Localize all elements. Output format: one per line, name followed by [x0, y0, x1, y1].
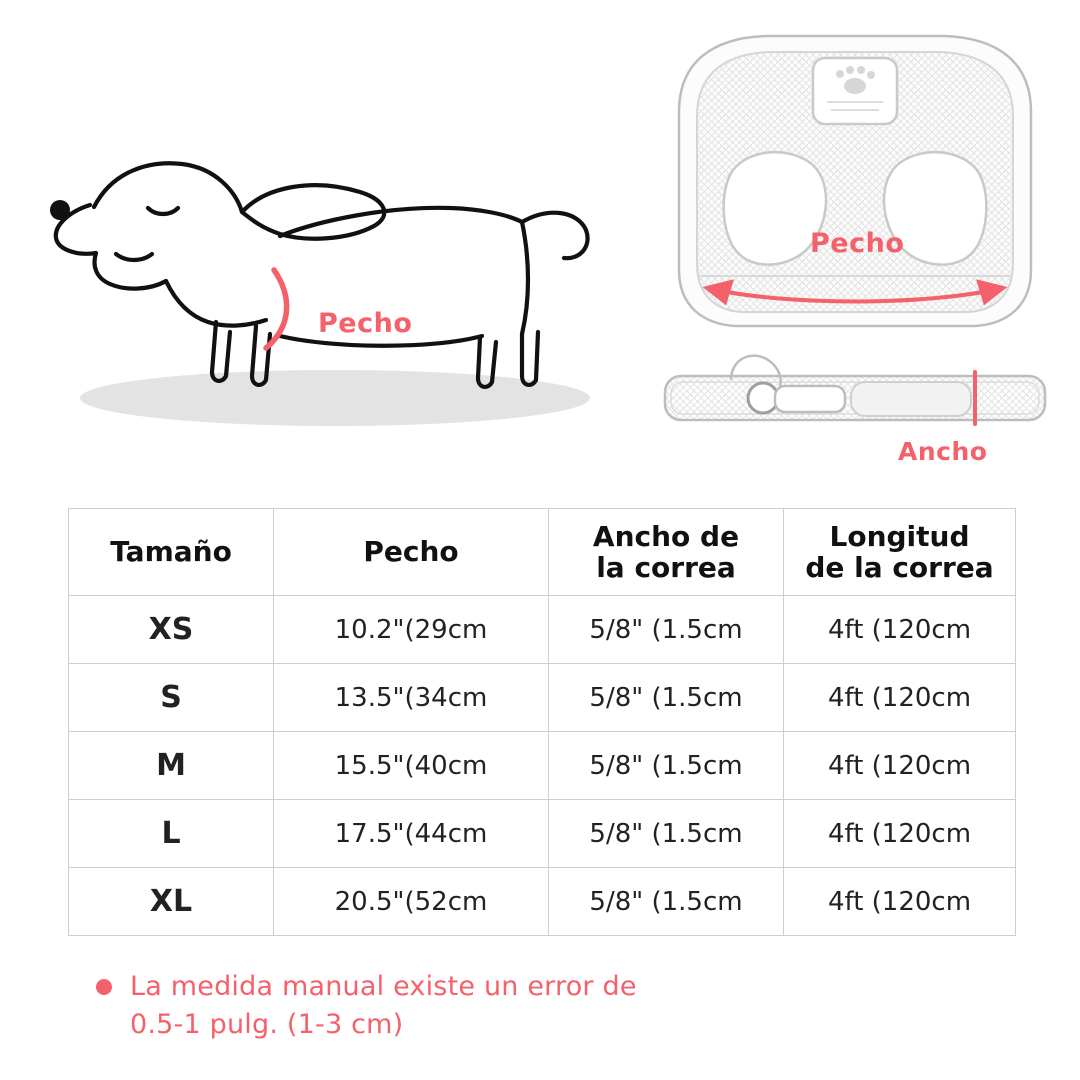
illustration-area	[0, 0, 1080, 490]
dog-eye-path	[148, 208, 178, 214]
note-line-1: La medida manual existe un error de	[130, 971, 637, 1002]
cell-chest: 13.5"(34cm	[274, 664, 549, 732]
cell-size: XL	[69, 868, 274, 936]
label-chest-harness: Pecho	[810, 228, 905, 259]
header-leash-length-line1: Longitud	[829, 519, 970, 553]
table-row	[69, 868, 1016, 936]
cell-chest: 17.5"(44cm	[274, 800, 549, 868]
dog-head-path	[56, 205, 166, 289]
table-row	[69, 596, 1016, 664]
header-leash-width-line2: la correa	[596, 551, 736, 584]
dog-ear-path	[242, 185, 384, 238]
dog-hind-path	[522, 222, 528, 334]
cell-leash-length: 4ft (120cm	[784, 596, 1016, 664]
note-line-2: 0.5-1 pulg. (1-3 cm)	[130, 1008, 404, 1040]
header-leash-length-line2: de la correa	[805, 551, 994, 584]
cell-leash-width: 5/8" (1.5cm	[549, 800, 784, 868]
table-header	[69, 509, 1016, 596]
dog-nose-icon	[50, 200, 70, 220]
measurement-note	[96, 968, 996, 1044]
cell-size: M	[69, 732, 274, 800]
header-leash-length	[784, 509, 1016, 596]
leash-strap	[665, 356, 1045, 420]
dog-illustration	[30, 150, 650, 450]
dog-chest-path	[166, 281, 266, 326]
cell-leash-length: 4ft (120cm	[784, 868, 1016, 936]
header-size	[69, 509, 274, 596]
cell-size: S	[69, 664, 274, 732]
table-row	[69, 732, 1016, 800]
header-size-line1: Tamaño	[110, 535, 232, 569]
dog-back-path	[280, 208, 522, 236]
cell-size: XS	[69, 596, 274, 664]
cell-chest: 10.2"(29cm	[274, 596, 549, 664]
dog-head-top-path	[94, 163, 242, 212]
cell-chest: 15.5"(40cm	[274, 732, 549, 800]
dog-mouth-path	[116, 254, 152, 260]
dog-tail-path	[522, 213, 588, 258]
table-row	[69, 664, 1016, 732]
dog-rear-leg-2	[522, 332, 538, 385]
size-table	[68, 508, 1016, 936]
header-leash-width-line1: Ancho de	[592, 519, 740, 553]
cell-leash-width: 5/8" (1.5cm	[549, 596, 784, 664]
cell-leash-width: 5/8" (1.5cm	[549, 732, 784, 800]
cell-leash-length: 4ft (120cm	[784, 800, 1016, 868]
dog-shadow-ellipse	[80, 370, 590, 426]
cell-leash-length: 4ft (120cm	[784, 732, 1016, 800]
cell-leash-width: 5/8" (1.5cm	[549, 664, 784, 732]
table-row	[69, 800, 1016, 868]
header-chest-line1: Pecho	[363, 535, 459, 569]
label-chest-dog: Pecho	[318, 308, 413, 339]
table-header-row	[69, 509, 1016, 596]
note-text	[130, 968, 637, 1044]
table-body	[69, 596, 1016, 936]
cell-leash-length: 4ft (120cm	[784, 664, 1016, 732]
dog-front-leg-1	[212, 322, 230, 381]
cell-chest: 20.5"(52cm	[274, 868, 549, 936]
bullet-icon	[96, 979, 112, 995]
header-chest	[274, 509, 549, 596]
header-leash-width	[549, 509, 784, 596]
cell-leash-width: 5/8" (1.5cm	[549, 868, 784, 936]
cell-size: L	[69, 800, 274, 868]
label-leash-width: Ancho	[898, 437, 988, 466]
